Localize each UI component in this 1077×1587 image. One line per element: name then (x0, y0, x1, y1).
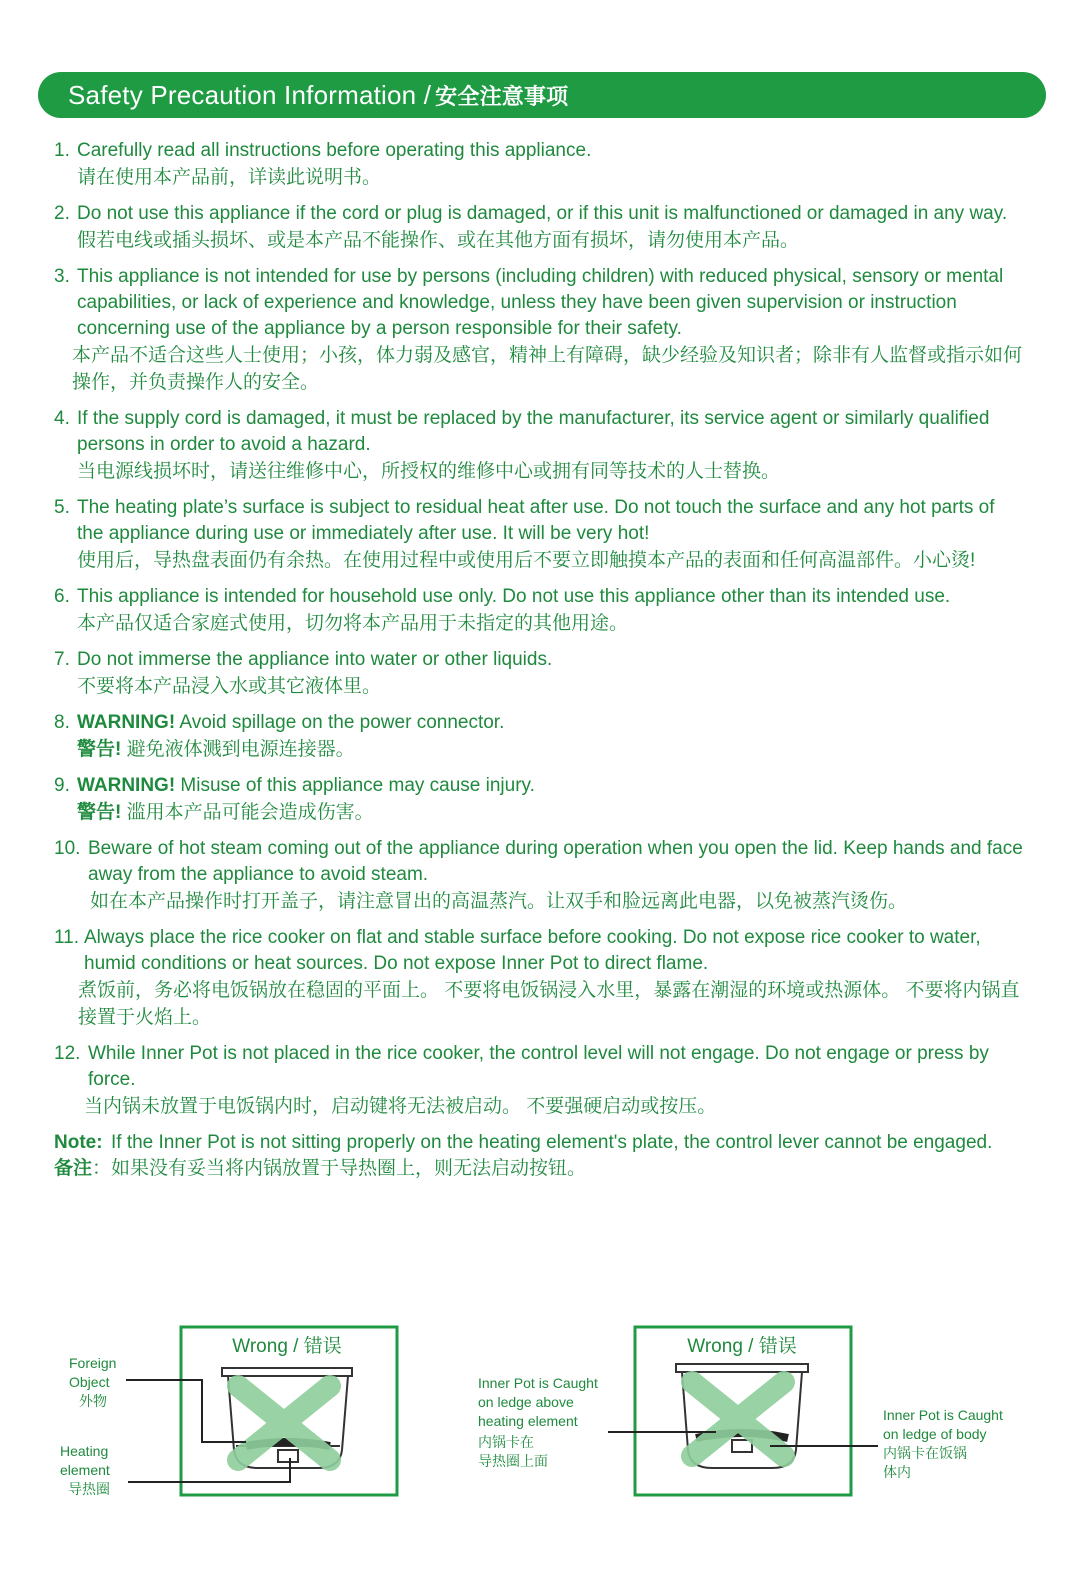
item-number: 3. (54, 266, 70, 287)
warning-label-en: WARNING! (77, 712, 176, 733)
item-text-en: This appliance is not intended for use by persons (including children) with reduced physical, sensory or mental capabilities, or lack of experience and knowledge, unless they have been given supervision or instruction concerning use of the appliance by a person responsible for their safety. (77, 266, 1004, 339)
header-title-en: Safety Precaution Information / (68, 79, 432, 110)
note-block (54, 1130, 1024, 1182)
warning-label-en: WARNING! (77, 775, 176, 796)
item-text-en: Always place the rice cooker on flat and stable surface before cooking. Do not expose rice cooker to water, humid conditions or heat sources. Do not expose Inner Pot to direct flame. (84, 927, 981, 974)
item-text-en: Do not immerse the appliance into water or other liquids. (77, 649, 553, 670)
item-text-en: Misuse of this appliance may cause injury. (175, 775, 535, 796)
label-caught-ledge: Inner Pot is Caught on ledge above heating element 内锅卡在 导热圈上面 (478, 1375, 598, 1469)
item-text-cn: 本产品不适合这些人士使用；小孩，体力弱及感官，精神上有障碍，缺少经验及知识者；除非有人监督或指示如何操作，并负责操作人的安全。 (72, 345, 1023, 393)
wrong-title: Wrong / 错误 (232, 1336, 342, 1357)
list-item (54, 584, 1024, 637)
item-number: 9. (54, 775, 70, 796)
list-item (54, 406, 1024, 485)
item-number: 1. (54, 140, 70, 161)
list-item (54, 495, 1024, 574)
item-text-cn: 请在使用本产品前，详读此说明书。 (77, 167, 382, 188)
item-number: 8. (54, 712, 70, 733)
item-text-cn: 如在本产品操作时打开盖子，请注意冒出的高温蒸汽。让双手和脸远离此电器，以免被蒸汽烫伤。 (90, 891, 908, 912)
list-item (54, 1041, 1024, 1120)
item-text-en: While Inner Pot is not placed in the rice cooker, the control level will not engage. Do not engage or press by force. (88, 1043, 989, 1090)
item-text-en: Carefully read all instructions before operating this appliance. (77, 140, 592, 161)
list-item (54, 264, 1024, 396)
item-text-en: Beware of hot steam coming out of the appliance during operation when you open the lid. Keep hands and face away from the appliance to avoid steam. (88, 838, 1023, 885)
item-number: 4. (54, 408, 70, 429)
note-text-en: If the Inner Pot is not sitting properly on the heating element's plate, the control lever cannot be engaged. (111, 1132, 993, 1153)
item-number: 12. (54, 1043, 81, 1064)
item-text-en: Do not use this appliance if the cord or plug is damaged, or if this unit is malfunctioned or damaged in any way. (77, 203, 1008, 224)
item-text-en: The heating plate’s surface is subject to residual heat after use. Do not touch the surface and any hot parts of the appliance during use or immediately after use. It will be very hot! (77, 497, 995, 544)
warning-label-cn: 警告! (77, 802, 122, 823)
diagram-caught-ledge (470, 1310, 1070, 1510)
item-text-cn: 假若电线或插头损坏、或是本产品不能操作、或在其他方面有损坏，请勿使用本产品。 (77, 230, 800, 251)
item-number: 10. (54, 838, 81, 859)
item-text-cn: 使用后，导热盘表面仍有余热。在使用过程中或使用后不要立即触摸本产品的表面和任何高温部件。小心烫! (77, 550, 976, 571)
item-text-cn: 当内锅未放置于电饭锅内时，启动键将无法被启动。 不要强硬启动或按压。 (84, 1096, 717, 1117)
note-text-cn: ：如果没有妥当将内锅放置于导热圈上，则无法启动按钮。 (92, 1158, 587, 1179)
list-item (54, 647, 1024, 700)
precaution-list (54, 138, 1024, 1182)
list-item (54, 773, 1024, 826)
diagram-foreign-object (0, 1310, 540, 1510)
label-caught-body: Inner Pot is Caught on ledge of body 内锅卡在饭锅 体内 (883, 1407, 1003, 1480)
header-title-cn: 安全注意事项 (435, 83, 569, 109)
item-number: 11. (54, 927, 80, 948)
label-heating: Heating element 导热圈 (60, 1443, 110, 1497)
item-text-cn: 当电源线损坏时，请送往维修中心，所授权的维修中心或拥有同等技术的人士替换。 (77, 461, 781, 482)
warning-label-cn: 警告! (77, 739, 122, 760)
item-text-en: This appliance is intended for household use only. Do not use this appliance other than its intended use. (77, 586, 951, 607)
item-number: 2. (54, 203, 70, 224)
list-item (54, 925, 1024, 1031)
item-text-en: Avoid spillage on the power connector. (175, 712, 505, 733)
wrong-title: Wrong / 错误 (687, 1336, 797, 1357)
item-text-en: If the supply cord is damaged, it must be replaced by the manufacturer, its service agent or similarly qualified persons in order to avoid a hazard. (77, 408, 990, 455)
wrong-cross-icon (238, 1386, 330, 1460)
list-item (54, 138, 1024, 191)
section-header (38, 72, 1046, 118)
label-foreign: Foreign Object 外物 (69, 1355, 117, 1409)
item-number: 5. (54, 497, 70, 518)
note-label-cn: 备注 (54, 1158, 93, 1179)
note-label-en: Note: (54, 1132, 103, 1153)
item-number: 6. (54, 586, 70, 607)
list-item (54, 836, 1024, 915)
item-text-cn: 不要将本产品浸入水或其它液体里。 (77, 676, 382, 697)
item-text-cn: 避免液体溅到电源连接器。 (121, 739, 355, 760)
item-number: 7. (54, 649, 70, 670)
item-text-cn: 滥用本产品可能会造成伤害。 (121, 802, 374, 823)
item-text-cn: 煮饭前，务必将电饭锅放在稳固的平面上。 不要将电饭锅浸入水里，暴露在潮湿的环境或热源体。 不要将内锅直接置于火焰上。 (78, 980, 1020, 1028)
item-text-cn: 本产品仅适合家庭式使用，切勿将本产品用于未指定的其他用途。 (77, 613, 629, 634)
list-item (54, 710, 1024, 763)
list-item (54, 201, 1024, 254)
